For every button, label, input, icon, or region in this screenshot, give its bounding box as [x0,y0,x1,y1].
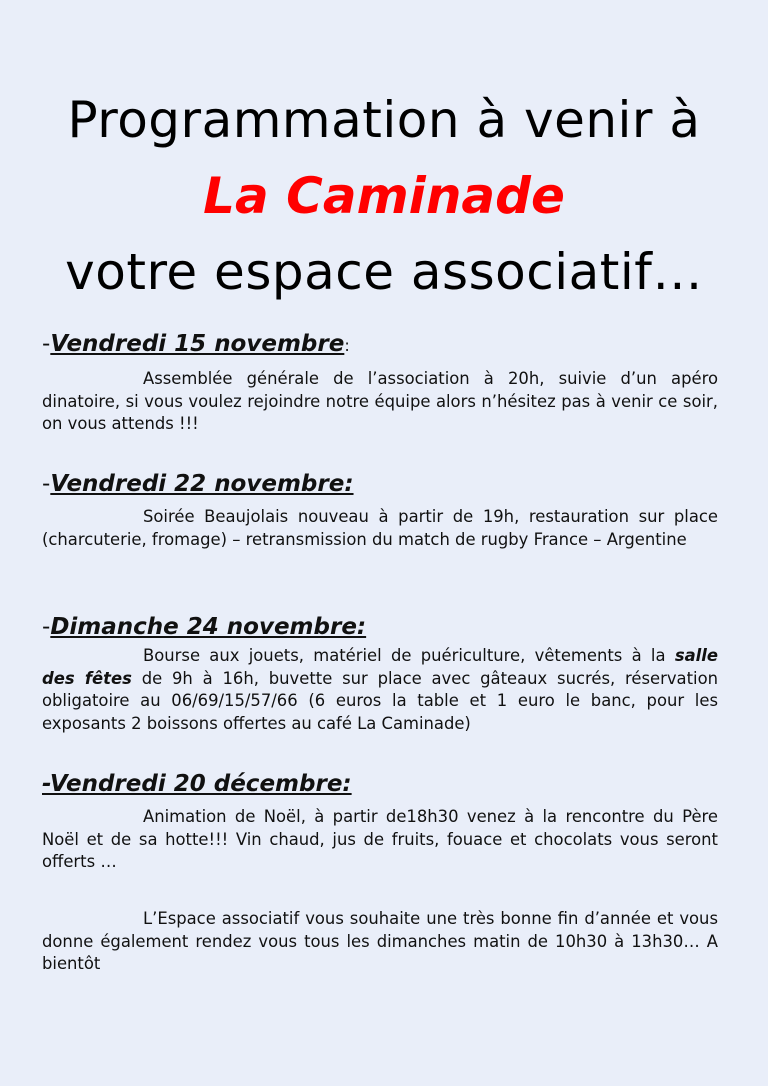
event-24-novembre [42,613,718,735]
event-dash: - [42,471,51,497]
event-description: Soirée Beaujolais nouveau à partir de 19h, restauration sur place (charcuterie, fromage) – retransmission du match de rugby France – Argentine [42,507,718,549]
title-venue: La Caminade [203,167,565,225]
event-heading [42,330,718,360]
event-heading [42,613,718,641]
event-date: Vendredi 22 novembre: [50,471,354,497]
title-line-1: Programmation à venir à [67,91,701,149]
event-description: Animation de Noël, à partir de18h30 venez à la rencontre du Père Noël et de sa hotte!!! Vin chaud, jus de fruits, fouace et chocolats vous seront offerts … [42,807,718,871]
title-block [0,82,768,310]
event-description: Assemblée générale de l’association à 20h, suivie d’un apéro dinatoire, si vous voulez rejoindre notre équipe alors n’hésitez pas à venir ce soir, on vous attends !!! [42,369,718,433]
event-22-novembre [42,470,718,551]
event-text-after: de 9h à 16h, buvette sur place avec gâteaux sucrés, réservation obligatoire au 06/69/15/57/66 (6 euros la table et 1 euro le banc, pour les exposants 2 boissons offertes au café La Caminade) [42,668,718,733]
event-dash: - [42,614,51,640]
event-date: Dimanche 24 novembre: [50,614,367,640]
event-15-novembre [42,330,718,436]
event-venue-emphasis: salle des fêtes [42,646,718,688]
event-dash: - [42,331,51,357]
event-colon: : [344,336,350,355]
closing-message: L’Espace associatif vous souhaite une très bonne fin d’année et vous donne également rendez vous tous les dimanches matin de 10h30 à 13h30… A bientôt [42,909,718,973]
event-heading [42,470,718,498]
event-description [42,645,718,735]
event-heading: -Vendredi 20 décembre: [42,771,352,797]
event-20-decembre [42,770,718,874]
event-date: Vendredi 15 novembre [50,331,345,357]
event-text-before: Bourse aux jouets, matériel de puériculture, vêtements à la [143,646,666,665]
title-line-3: votre espace associatif… [65,243,703,301]
